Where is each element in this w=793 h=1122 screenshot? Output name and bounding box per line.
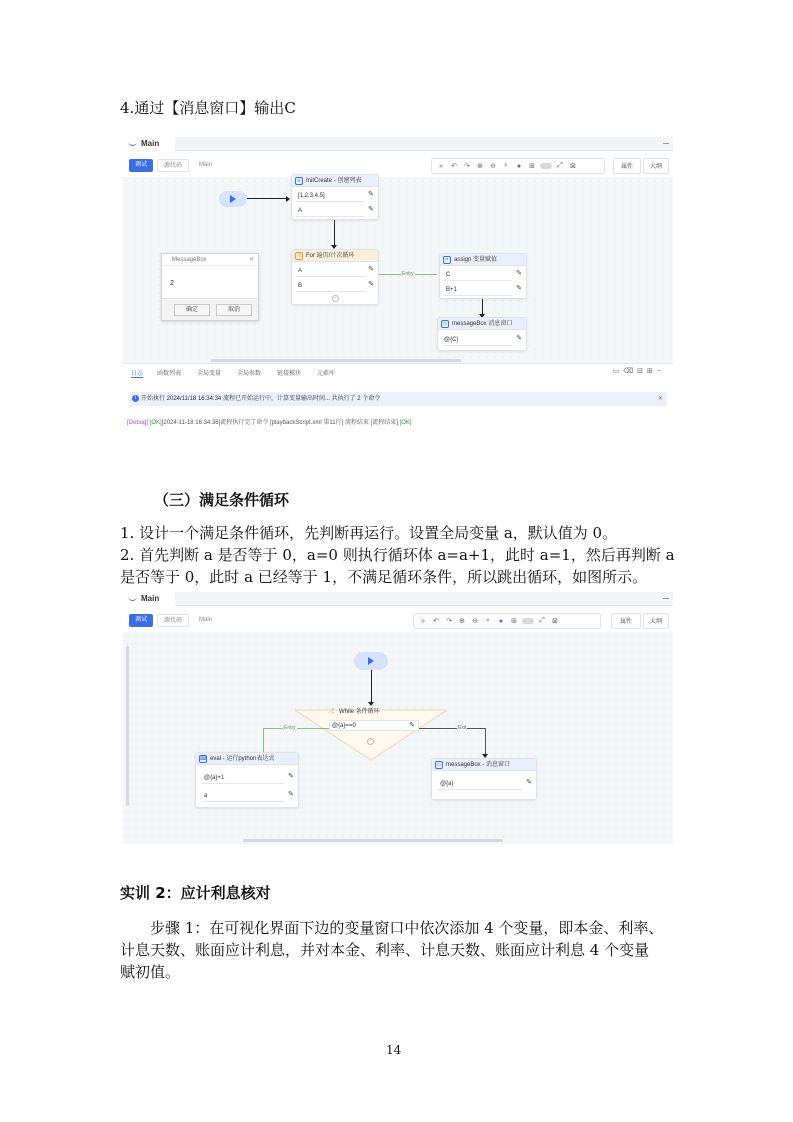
collapse-icon[interactable]: − (332, 295, 339, 302)
code-icon: ⌨ (200, 756, 208, 762)
tab-global-vars[interactable]: 全局变量 (197, 371, 222, 377)
edge-exit (419, 728, 485, 729)
collapse-icon[interactable]: − (367, 738, 374, 745)
undo-icon[interactable]: ↶ (433, 618, 439, 625)
edit-icon[interactable]: ✎ (368, 191, 374, 198)
edit-icon[interactable]: ✎ (516, 285, 522, 292)
horizontal-scrollbar[interactable] (211, 359, 461, 362)
tab-elements[interactable]: 元素库 (317, 371, 336, 377)
edit-icon[interactable]: ✎ (516, 270, 522, 277)
dialog-message: 2 (170, 280, 174, 287)
step4-heading: 4.通过【消息窗口】输出C (120, 99, 296, 117)
close-icon[interactable]: ✕ (248, 257, 254, 263)
node-title (432, 759, 536, 771)
condition-text: @{a}==0 (332, 723, 356, 729)
wave-icon (128, 141, 137, 146)
tab-main[interactable] (123, 137, 175, 151)
log-level: [Debug] (127, 420, 149, 426)
log-message: [2024-11-18 16:34:36]流程执行完了命令 [playbackScript.xml 第11行] 流程结束 [流程结束] (161, 420, 398, 426)
minimize-icon[interactable] (663, 143, 669, 144)
mode-main-label[interactable]: Main (199, 617, 213, 623)
log-line (127, 417, 412, 426)
run-info-bar (129, 392, 667, 406)
tab-main-label: Main (141, 594, 160, 603)
expand-icon[interactable]: » (421, 617, 425, 625)
training2-heading: 实训 2：应计利息核对 (120, 884, 271, 902)
tab-main-label: Main (141, 139, 160, 148)
tab-outline[interactable]: 大纲 (643, 613, 669, 629)
tab-bar (123, 137, 673, 151)
screenshot-for-loop (123, 137, 673, 433)
node-field[interactable]: B (296, 281, 364, 292)
start-node[interactable] (219, 191, 247, 207)
search-icon[interactable]: ⌕ (504, 162, 508, 169)
node-field[interactable]: @{C} (442, 335, 512, 346)
edge-entry-label: Entry (402, 271, 414, 277)
ok-button[interactable]: 确定 (174, 304, 210, 316)
search-icon[interactable]: ⌕ (486, 617, 490, 624)
edge-entry (263, 728, 264, 752)
edit-icon[interactable]: ✎ (368, 206, 374, 213)
zoom-in-icon[interactable]: ⊕ (477, 163, 483, 170)
tab-bar (123, 592, 673, 606)
message-icon: ▭ (442, 321, 448, 327)
fullscreen-icon[interactable]: ⤢ (557, 162, 563, 169)
list-icon: ≡ (295, 177, 303, 185)
edge-exit-label: Exit (458, 725, 467, 731)
page-number: 14 (386, 1043, 402, 1057)
node-msg-title: messageBox 消息窗口 (452, 321, 513, 327)
node-field[interactable]: A (296, 206, 364, 217)
horizontal-scrollbar[interactable] (243, 839, 503, 842)
tab-log[interactable]: 日志 (131, 368, 143, 378)
edit-icon[interactable]: ✎ (368, 266, 374, 273)
edit-icon[interactable]: ✎ (516, 335, 522, 342)
node-field[interactable]: B+1 (444, 285, 512, 296)
tab-properties[interactable]: 属性 (611, 613, 641, 629)
edge-arrow (286, 196, 290, 202)
node-init-title: InitCreate - 创建列表 (306, 178, 362, 184)
log-status: [OK] (399, 420, 412, 426)
node-while-title-text: While 条件循环 (339, 709, 380, 715)
message-icon: ▭ (436, 762, 442, 768)
node-eval[interactable] (195, 752, 299, 808)
section3-heading: （三）满足条件循环 (154, 491, 290, 509)
tab-main[interactable] (123, 592, 175, 606)
expand-icon[interactable]: » (439, 162, 443, 170)
wave-icon (128, 596, 137, 601)
node-for-loop[interactable] (291, 249, 379, 305)
edit-icon[interactable]: ✎ (288, 773, 294, 780)
mode-debug-button[interactable]: 调试 (129, 614, 153, 627)
start-node[interactable] (354, 652, 388, 670)
redo-icon[interactable]: ↷ (446, 618, 452, 625)
mode-main-label[interactable]: Main (199, 162, 213, 168)
panel-tool-icons[interactable]: ▭⌫⊟⊞− (612, 368, 665, 375)
node-for-title: For 遍历/计次循环 (306, 253, 355, 259)
assign-icon: = (443, 256, 451, 264)
play-icon (230, 195, 236, 203)
node-title (438, 318, 526, 330)
edge-entry-label: Entry (284, 725, 296, 731)
edge-init-for (334, 220, 335, 247)
toggle-switch[interactable] (522, 618, 534, 624)
node-field[interactable]: A (296, 266, 364, 277)
tab-properties[interactable]: 属性 (613, 158, 641, 174)
log-status: [OK] (149, 420, 162, 426)
node-field[interactable]: @{a}+1 (202, 773, 284, 784)
node-messagebox[interactable] (437, 317, 527, 351)
bottom-panel (123, 363, 673, 433)
close-panel-icon[interactable]: ⊠ (570, 163, 576, 170)
fullscreen-icon[interactable]: ⤢ (539, 617, 545, 624)
node-assign[interactable] (439, 253, 527, 299)
info-icon: i (132, 395, 139, 402)
toolbar (123, 151, 673, 177)
edit-icon[interactable]: ✎ (526, 779, 532, 786)
node-title (196, 753, 298, 765)
tab-link-modules[interactable]: 链接模块 (277, 371, 302, 377)
node-eval-title: eval - 运行python表达式 (210, 756, 275, 762)
node-while-title (329, 707, 413, 717)
node-while-condition[interactable] (329, 720, 419, 731)
toolbar (123, 606, 673, 632)
zoom-out-icon[interactable]: ⊖ (490, 163, 496, 170)
messagebox-dialog (161, 253, 259, 321)
zoom-out-icon[interactable]: ⊖ (472, 618, 478, 625)
tab-functions[interactable]: 函数列表 (157, 371, 182, 377)
node-msg-title: messageBox - 消息窗口 (446, 762, 511, 768)
minimize-icon[interactable] (663, 598, 669, 599)
node-field[interactable]: a (202, 791, 284, 802)
undo-icon[interactable]: ↶ (451, 163, 457, 170)
cancel-button[interactable]: 取消 (216, 304, 252, 316)
tab-global-params[interactable]: 全局参数 (237, 371, 262, 377)
locate-icon[interactable]: ● (498, 617, 504, 625)
node-init-create[interactable] (291, 174, 379, 220)
close-icon[interactable]: ✕ (657, 396, 663, 402)
edit-icon[interactable]: ✎ (288, 791, 294, 798)
tab-outline[interactable]: 大纲 (643, 158, 669, 174)
dialog-title-text: MessageBox (172, 257, 207, 263)
loop-icon: ⤮ (296, 253, 301, 259)
edge-start-init (247, 198, 288, 199)
run-info-text: 开始执行 2024/11/18 16:34:34 流程已开始运行中，计算变量输出时间... 共执行了 2 个命令 (141, 396, 381, 402)
node-field[interactable]: @{a} (438, 779, 522, 790)
locate-icon[interactable]: ● (516, 162, 522, 170)
dialog-title (162, 254, 258, 266)
training2-paragraph-line1: 步骤 1：在可视化界面下边的变量窗口中依次添加 4 个变量，即本金、利率、 (150, 919, 664, 937)
mode-source-button[interactable]: 源代码 (157, 614, 189, 627)
edit-icon[interactable]: ✎ (409, 722, 415, 729)
close-panel-icon[interactable]: ⊠ (552, 618, 558, 625)
mode-source-button[interactable]: 源代码 (157, 159, 189, 172)
screenshot-while-loop (123, 592, 673, 844)
vertical-scrollbar[interactable] (126, 646, 129, 806)
dialog-footer (162, 298, 258, 320)
section3-paragraph-1: 1. 设计一个满足条件循环，先判断再运行。设置全局变量 a，默认值为 0。 (120, 524, 618, 542)
node-title (440, 254, 526, 266)
toggle-switch[interactable] (540, 163, 552, 169)
canvas-tools (431, 158, 605, 174)
canvas-tools (413, 613, 601, 629)
node-title (292, 250, 378, 262)
play-icon (368, 657, 374, 665)
edge-exit (485, 728, 486, 756)
node-title (292, 175, 378, 187)
zoom-in-icon[interactable]: ⊕ (459, 618, 465, 625)
node-field[interactable]: C (444, 270, 512, 281)
flow-canvas[interactable] (123, 632, 673, 844)
redo-icon[interactable]: ↷ (464, 163, 470, 170)
loop-icon: ⤮ (329, 709, 334, 715)
node-messagebox[interactable] (431, 758, 537, 800)
node-assign-title: assign 变量赋值 (454, 257, 498, 263)
training2-paragraph-line3: 赋初值。 (120, 963, 181, 981)
flow-canvas[interactable] (123, 177, 673, 363)
mode-debug-button[interactable]: 调试 (129, 159, 153, 172)
training2-paragraph-line2: 计息天数、账面应计利息，并对本金、利率、计息天数、账面应计利息 4 个变量 (120, 941, 650, 959)
section3-paragraph-2-line1: 2. 首先判断 a 是否等于 0，a=0 则执行循环体 a=a+1，此时 a=1，然后再判断 a (120, 546, 675, 564)
node-field[interactable]: [1,2,3,4,5] (296, 191, 364, 202)
edit-icon[interactable]: ✎ (368, 281, 374, 288)
section3-paragraph-2-line2: 是否等于 0，此时 a 已经等于 1，不满足循环条件，所以跳出循环，如图所示。 (120, 568, 648, 586)
edge-start-while (371, 670, 372, 704)
layout-icon[interactable]: ⊞ (511, 618, 517, 625)
layout-icon[interactable]: ⊞ (529, 163, 535, 170)
